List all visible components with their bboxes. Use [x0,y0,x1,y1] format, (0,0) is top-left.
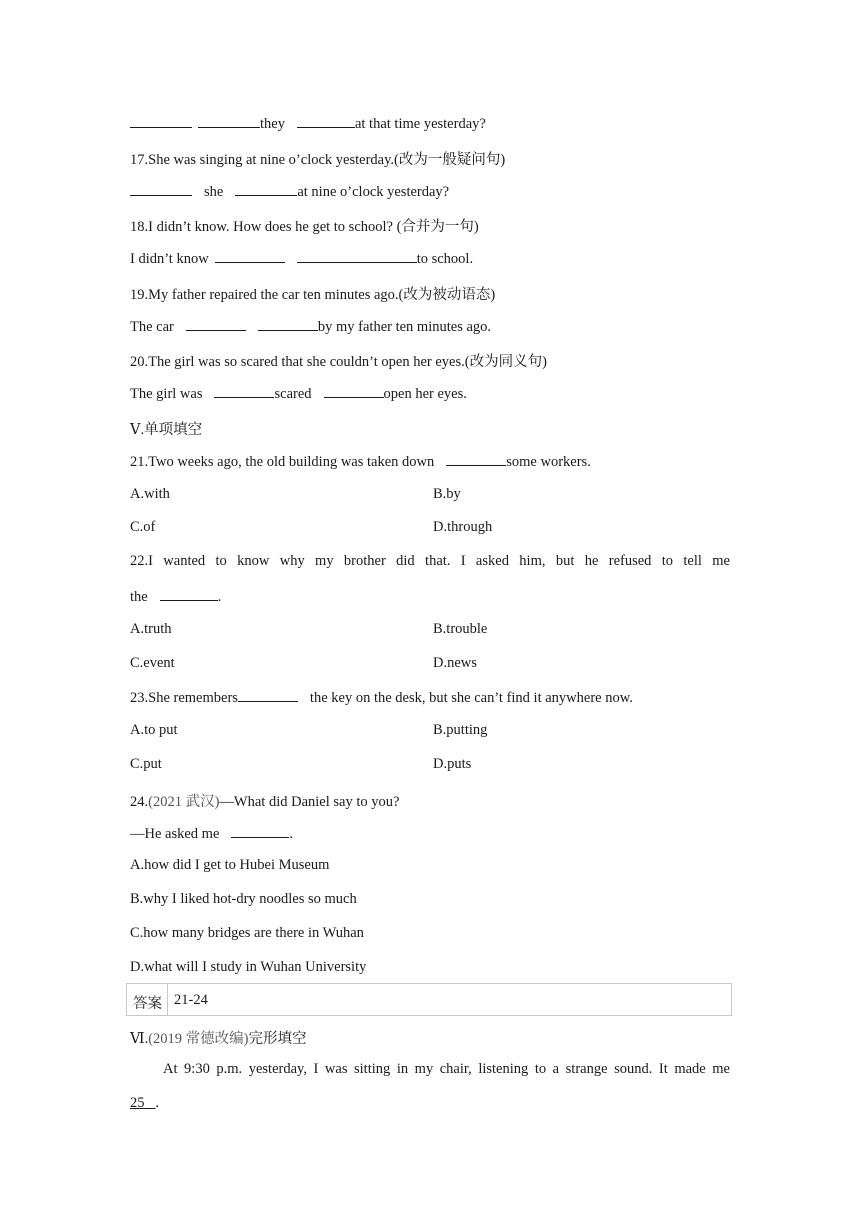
blank[interactable] [198,114,260,128]
blank[interactable] [446,452,506,466]
q23-option-a[interactable]: A.to put [130,722,178,738]
q24-option-b[interactable]: B.why I liked hot-dry noodles so much [130,891,357,907]
q19-answer-line: The car by my father ten minutes ago. [130,319,492,335]
blank-number[interactable]: 25 [130,1095,145,1111]
blank[interactable] [130,182,192,196]
blank[interactable] [130,114,192,128]
blank[interactable] [235,182,297,196]
blank[interactable] [258,317,318,331]
q24-option-c[interactable]: C.how many bridges are there in Wuhan [130,925,364,941]
answer-box [126,983,732,1016]
answer-divider [167,984,168,1015]
blank[interactable] [238,688,298,702]
blank[interactable] [324,384,384,398]
q17-prompt: 17.She was singing at nine o’clock yesterday.(改为一般疑问句) [130,152,506,168]
q22-option-c[interactable]: C.event [130,655,175,671]
q22-prompt-cont: the . [130,589,222,605]
blank[interactable] [214,384,274,398]
q16-answer-line: they at that time yesterday? [130,114,486,133]
q21-option-d[interactable]: D.through [433,519,493,535]
q21-prompt: 21.Two weeks ago, the old building was taken down some workers. [130,454,591,470]
q23-prompt: 23.She remembers the key on the desk, but she can’t find it anywhere now. [130,690,633,706]
q24-answer-line: —He asked me . [130,826,294,842]
q17-answer-line: she at nine o’clock yesterday? [130,182,449,201]
q21-option-b[interactable]: B.by [433,486,461,502]
section-heading: Ⅴ.单项填空 [130,422,203,438]
answer-range: 21-24 [174,992,208,1008]
section-heading-cloze: Ⅵ.(2019 常德改编)完形填空 [130,1031,307,1047]
blank[interactable] [160,587,218,601]
q22-option-b[interactable]: B.trouble [433,621,488,637]
source-tag: (2019 常德改编) [148,1031,249,1047]
q23-option-d[interactable]: D.puts [433,756,472,772]
q24-option-a[interactable]: A.how did I get to Hubei Museum [130,857,330,873]
q23-option-c[interactable]: C.put [130,756,162,772]
blank[interactable] [297,249,417,263]
q20-answer-line: The girl was scared open her eyes. [130,386,467,402]
blank[interactable] [231,824,289,838]
blank[interactable] [297,114,355,128]
q18-prompt: 18.I didn’t know. How does he get to school? (合并为一句) [130,219,479,235]
q22-option-d[interactable]: D.news [433,655,477,671]
q21-option-a[interactable]: A.with [130,486,170,502]
q20-prompt: 20.The girl was so scared that she couldn’t open her eyes.(改为同义句) [130,354,547,370]
q23-option-b[interactable]: B.putting [433,722,488,738]
q18-answer-line: I didn’t know to school. [130,251,474,267]
passage-line: At 9:30 p.m. yesterday, I was sitting in my chair, listening to a strange sound. It made me [163,1061,730,1077]
answer-label: 答案 [133,996,162,1012]
q22-prompt: 22.I wanted to know why my brother did that. I asked him, but he refused to tell me [130,553,730,569]
blank[interactable] [186,317,246,331]
passage-line-2: 25 . [130,1095,159,1111]
q21-option-c[interactable]: C.of [130,519,156,535]
q22-option-a[interactable]: A.truth [130,621,172,637]
blank[interactable] [215,249,285,263]
q24-prompt: 24.(2021 武汉)—What did Daniel say to you? [130,794,400,810]
q24-option-d[interactable]: D.what will I study in Wuhan University [130,959,367,975]
source-tag: (2021 武汉) [148,794,220,810]
q19-prompt: 19.My father repaired the car ten minutes ago.(改为被动语态) [130,287,496,303]
